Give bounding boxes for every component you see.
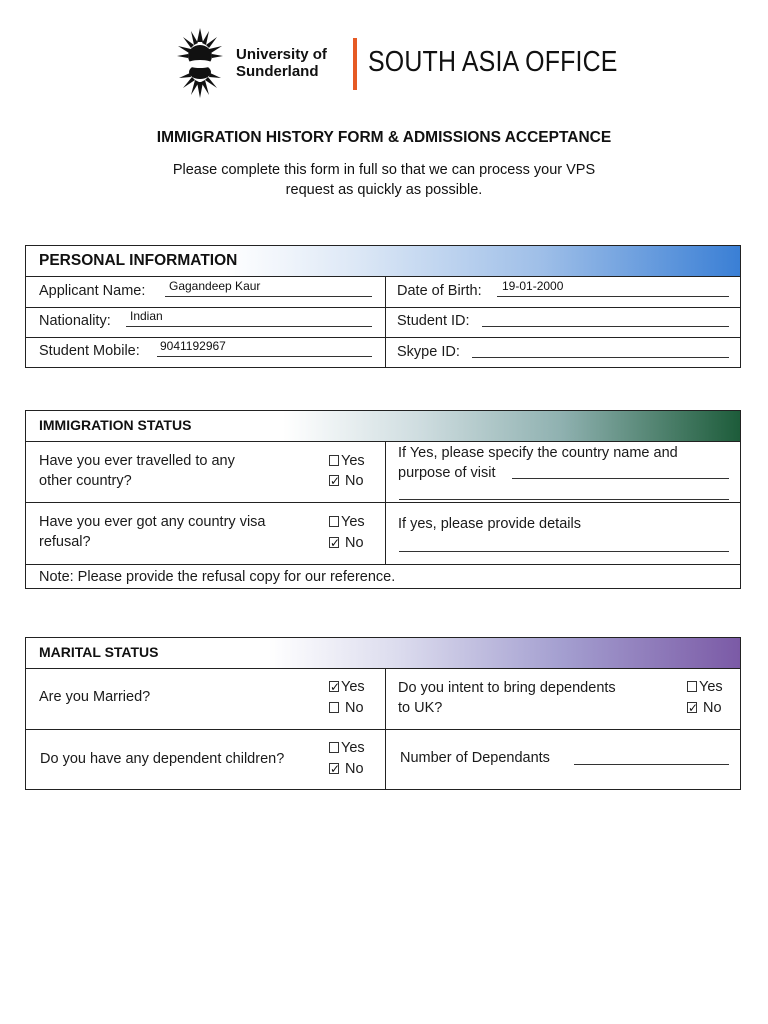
marital-status-header xyxy=(26,638,740,669)
skype-id-field[interactable] xyxy=(472,357,729,358)
nationality-field[interactable] xyxy=(126,326,372,327)
dob-value[interactable]: 19-01-2000 xyxy=(502,279,564,293)
immigration-status-header xyxy=(26,411,740,442)
refusal-detail-field[interactable] xyxy=(399,551,729,552)
travel-no-option[interactable] xyxy=(329,471,364,491)
marital-status-heading: MARITAL STATUS xyxy=(39,644,159,660)
refusal-no-option[interactable] xyxy=(329,533,364,553)
student-mobile-field[interactable] xyxy=(157,356,372,357)
bring-dependents-no-option[interactable] xyxy=(687,698,722,718)
married-yes-label: Yes xyxy=(341,679,365,695)
logo-divider xyxy=(353,38,357,90)
student-mobile-label: Student Mobile: xyxy=(39,343,140,359)
immigration-status-heading: IMMIGRATION STATUS xyxy=(39,417,192,433)
personal-information-section xyxy=(25,245,741,368)
travel-yes-option[interactable] xyxy=(329,451,365,471)
applicant-name-field[interactable] xyxy=(165,296,372,297)
nationality-label: Nationality: xyxy=(39,313,111,329)
university-name xyxy=(236,46,327,80)
checkbox-empty-icon[interactable] xyxy=(329,742,339,753)
university-name-line2: Sunderland xyxy=(236,63,319,80)
travel-detail-line2: purpose of visit xyxy=(398,465,496,481)
university-crest-icon xyxy=(177,28,223,100)
university-name-line1: University of xyxy=(236,46,327,63)
dependent-children-yes-label: Yes xyxy=(341,740,365,756)
married-no-label: No xyxy=(345,700,364,716)
refusal-detail-label: If yes, please provide details xyxy=(398,516,581,532)
student-mobile-value[interactable]: 9041192967 xyxy=(160,339,226,353)
form-intro xyxy=(134,160,634,200)
travel-detail-line1: If Yes, please specify the country name and xyxy=(398,445,678,461)
bring-dependents-yes-label: Yes xyxy=(699,679,723,695)
married-yes-option[interactable] xyxy=(329,677,365,697)
travel-yes-label: Yes xyxy=(341,453,365,469)
travel-no-label: No xyxy=(345,473,364,489)
number-of-dependants-label: Number of Dependants xyxy=(400,750,550,766)
form-intro-line2: request as quickly as possible. xyxy=(285,182,483,198)
married-question: Are you Married? xyxy=(39,689,151,705)
immigration-status-section xyxy=(25,410,741,589)
form-title: IMMIGRATION HISTORY FORM & ADMISSIONS ACCEPTANCE xyxy=(156,129,612,146)
bring-dependents-yes-option[interactable] xyxy=(687,677,723,697)
dob-field[interactable] xyxy=(497,296,729,297)
checkbox-empty-icon[interactable] xyxy=(329,516,339,527)
refusal-question-line1: Have you ever got any country visa xyxy=(39,514,266,530)
student-id-field[interactable] xyxy=(482,326,729,327)
checkbox-empty-icon[interactable] xyxy=(329,455,339,466)
refusal-note: Note: Please provide the refusal copy for our reference. xyxy=(39,569,396,585)
dependent-children-question: Do you have any dependent children? xyxy=(40,751,285,767)
form-intro-line1: Please complete this form in full so that we can process your VPS xyxy=(172,162,596,178)
checkbox-empty-icon[interactable] xyxy=(329,702,339,713)
refusal-yes-label: Yes xyxy=(341,514,365,530)
marital-status-section xyxy=(25,637,741,790)
skype-id-label: Skype ID: xyxy=(397,344,460,360)
travel-detail-field-2[interactable] xyxy=(399,499,729,500)
travel-question-line1: Have you ever travelled to any xyxy=(39,453,235,469)
checkbox-checked-icon[interactable] xyxy=(329,763,339,774)
refusal-no-label: No xyxy=(345,535,364,551)
bring-dependents-no-label: No xyxy=(703,700,722,716)
checkbox-checked-icon[interactable] xyxy=(329,681,339,692)
personal-information-header xyxy=(26,246,740,277)
number-of-dependants-field[interactable] xyxy=(574,764,729,765)
dob-label: Date of Birth: xyxy=(397,283,482,299)
student-id-label: Student ID: xyxy=(397,313,470,329)
personal-information-heading: PERSONAL INFORMATION xyxy=(39,252,238,269)
nationality-value[interactable]: Indian xyxy=(130,309,163,323)
refusal-yes-option[interactable] xyxy=(329,512,365,532)
refusal-question-line2: refusal? xyxy=(39,534,91,550)
bring-dependents-line1: Do you intent to bring dependents xyxy=(398,680,616,696)
married-no-option[interactable] xyxy=(329,698,364,718)
bring-dependents-line2: to UK? xyxy=(398,700,443,716)
travel-detail-field-1[interactable] xyxy=(512,478,729,479)
office-name: SOUTH ASIA OFFICE xyxy=(368,46,618,78)
travel-question-line2: other country? xyxy=(39,473,132,489)
applicant-name-label: Applicant Name: xyxy=(39,283,146,299)
dependent-children-no-option[interactable] xyxy=(329,759,364,779)
checkbox-checked-icon[interactable] xyxy=(329,475,339,486)
applicant-name-value[interactable]: Gagandeep Kaur xyxy=(169,279,261,293)
dependent-children-no-label: No xyxy=(345,761,364,777)
checkbox-checked-icon[interactable] xyxy=(687,702,697,713)
dependent-children-yes-option[interactable] xyxy=(329,738,365,758)
checkbox-empty-icon[interactable] xyxy=(687,681,697,692)
checkbox-checked-icon[interactable] xyxy=(329,537,339,548)
